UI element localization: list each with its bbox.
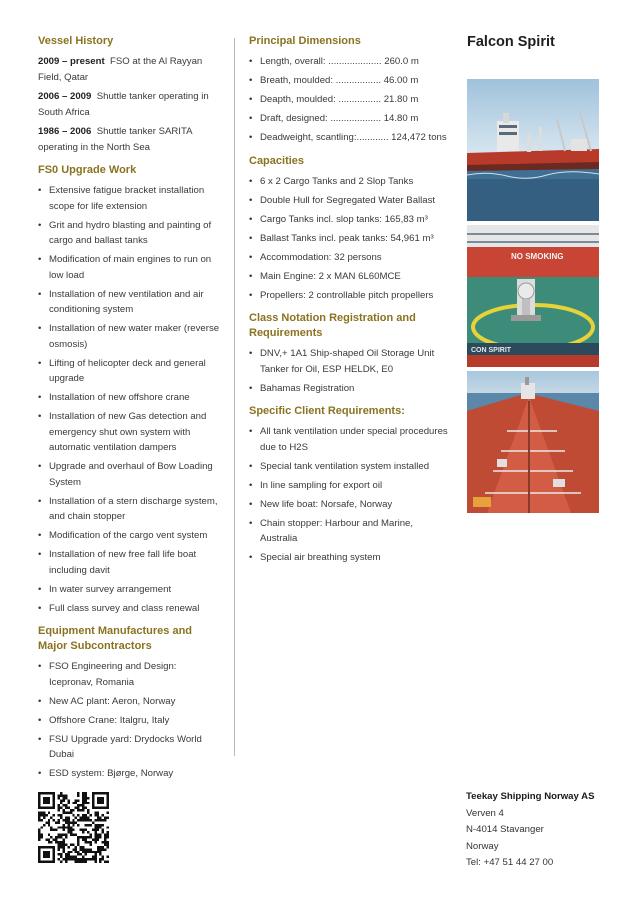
history-entry (38, 54, 223, 85)
list-item: • FSO Engineering and Design: Icepronav, Romania (38, 659, 223, 690)
list-item: • In water survey arrangement (38, 582, 223, 598)
list-item: • Special air breathing system (249, 550, 449, 566)
principal-dimensions-heading: Principal Dimensions (249, 35, 361, 47)
vessel-history-section (38, 34, 223, 155)
class-notation-section (249, 311, 449, 396)
list-item: • DNV,+ 1A1 Ship-shaped Oil Storage Unit Tanker for Oil, ESP HELDK, E0 (249, 346, 449, 377)
left-column (38, 34, 223, 790)
capacities-heading: Capacities (249, 154, 305, 167)
equipment-section (38, 624, 223, 782)
list-item: • FSU Upgrade yard: Drydocks World Dubai (38, 732, 223, 763)
list-item: • Main Engine: 2 x MAN 6L60MCE (249, 269, 449, 285)
list-item: • Length, overall: .................... 260.0 m (249, 54, 449, 70)
principal-dimensions-section (249, 34, 449, 146)
column-divider (234, 38, 235, 756)
client-requirements-section (249, 404, 449, 566)
photo-tanker-at-sea (467, 79, 599, 221)
equipment-heading: Equipment Manufactures and Major Subcontractors (38, 625, 193, 652)
list-item: • Offshore Crane: Italgru, Italy (38, 713, 223, 729)
company-name: Teekay Shipping Norway AS (466, 791, 595, 802)
contact-block (466, 789, 594, 872)
upgrade-work-heading: FS0 Upgrade Work (38, 164, 137, 176)
list-item: • New life boat: Norsafe, Norway (249, 497, 449, 513)
list-item: • Grit and hydro blasting and painting of cargo and ballast tanks (38, 218, 223, 249)
list-item: • Draft, designed: ................... 14.80 m (249, 111, 449, 127)
list-item: • Installation of new Gas detection and emergency shut own system with automatic ventilation dampers (38, 409, 223, 456)
vessel-history-heading: Vessel History (38, 35, 114, 47)
photo-helideck (467, 225, 599, 367)
hull-name-lettering: CON SPIRIT (471, 347, 512, 354)
list-item: • Ballast Tanks incl. peak tanks: 54,961 m³ (249, 231, 449, 247)
no-smoking-sign: NO SMOKING (511, 252, 564, 261)
list-item: • New AC plant: Aeron, Norway (38, 694, 223, 710)
history-entry (38, 89, 223, 120)
equipment-list (38, 659, 223, 782)
list-item: • Special tank ventilation system installed (249, 459, 449, 475)
qr-code (38, 792, 109, 863)
principal-dimensions-list (249, 54, 449, 146)
list-item: • Installation of new ventilation and air conditioning system (38, 287, 223, 318)
list-item: • 6 x 2 Cargo Tanks and 2 Slop Tanks (249, 174, 449, 190)
list-item: • Extensive fatigue bracket installation scope for life extension (38, 183, 223, 214)
list-item: • Chain stopper: Harbour and Marine, Australia (249, 516, 449, 547)
list-item: • Bahamas Registration (249, 381, 449, 397)
middle-column (249, 34, 449, 574)
history-text: Shuttle tanker operating in South Africa (38, 91, 209, 118)
list-item: • Propellers: 2 controllable pitch propellers (249, 288, 449, 304)
list-item: • Lifting of helicopter deck and general upgrade (38, 356, 223, 387)
list-item: • Cargo Tanks incl. slop tanks: 165,83 m³ (249, 212, 449, 228)
list-item: • ESD system: Bjørge, Norway (38, 766, 223, 782)
history-period: 1986 – 2006 (38, 126, 92, 137)
list-item: • Full class survey and class renewal (38, 601, 223, 617)
vessel-name-title: Falcon Spirit (467, 34, 555, 50)
address-city: N-4014 Stavanger (466, 824, 544, 835)
list-item: • Double Hull for Segregated Water Ballast (249, 193, 449, 209)
upgrade-work-section (38, 163, 223, 616)
history-period: 2006 – 2009 (38, 91, 92, 102)
client-requirements-list (249, 424, 449, 566)
list-item: • Installation of a stern discharge system, and chain stopper (38, 494, 223, 525)
list-item: • Installation of new free fall life boat including davit (38, 547, 223, 578)
list-item: • In line sampling for export oil (249, 478, 449, 494)
list-item: • Installation of new offshore crane (38, 390, 223, 406)
capacities-section (249, 154, 449, 304)
list-item: • Modification of the cargo vent system (38, 528, 223, 544)
history-text: Shuttle tanker SARITA operating in the North Sea (38, 126, 192, 153)
list-item: • Deapth, moulded: ................ 21.80 m (249, 92, 449, 108)
history-entry (38, 124, 223, 155)
class-notation-heading: Class Notation Registration and Requirements (249, 312, 416, 339)
history-period: 2009 – present (38, 56, 105, 67)
list-item: • All tank ventilation under special procedures due to H2S (249, 424, 449, 455)
class-notation-list (249, 346, 449, 396)
list-item: • Accommodation: 32 persons (249, 250, 449, 266)
capacities-list (249, 174, 449, 304)
address-street: Verven 4 (466, 807, 504, 819)
list-item: • Installation of new water maker (reverse osmosis) (38, 321, 223, 352)
client-requirements-heading: Specific Client Requirements: (249, 405, 405, 417)
list-item: • Upgrade and overhaul of Bow Loading System (38, 459, 223, 490)
photo-tanker-deck (467, 371, 599, 513)
history-text: FSO at the Al Rayyan Field, Qatar (38, 56, 203, 83)
list-item: • Deadweight, scantling:............ 124,472 tons (249, 130, 449, 146)
address-country: Norway (466, 840, 499, 852)
phone-number: Tel: +47 51 44 27 00 (466, 857, 554, 868)
upgrade-work-list (38, 183, 223, 616)
list-item: • Modification of main engines to run on low load (38, 252, 223, 283)
list-item: • Breath, moulded: ................. 46.00 m (249, 73, 449, 89)
